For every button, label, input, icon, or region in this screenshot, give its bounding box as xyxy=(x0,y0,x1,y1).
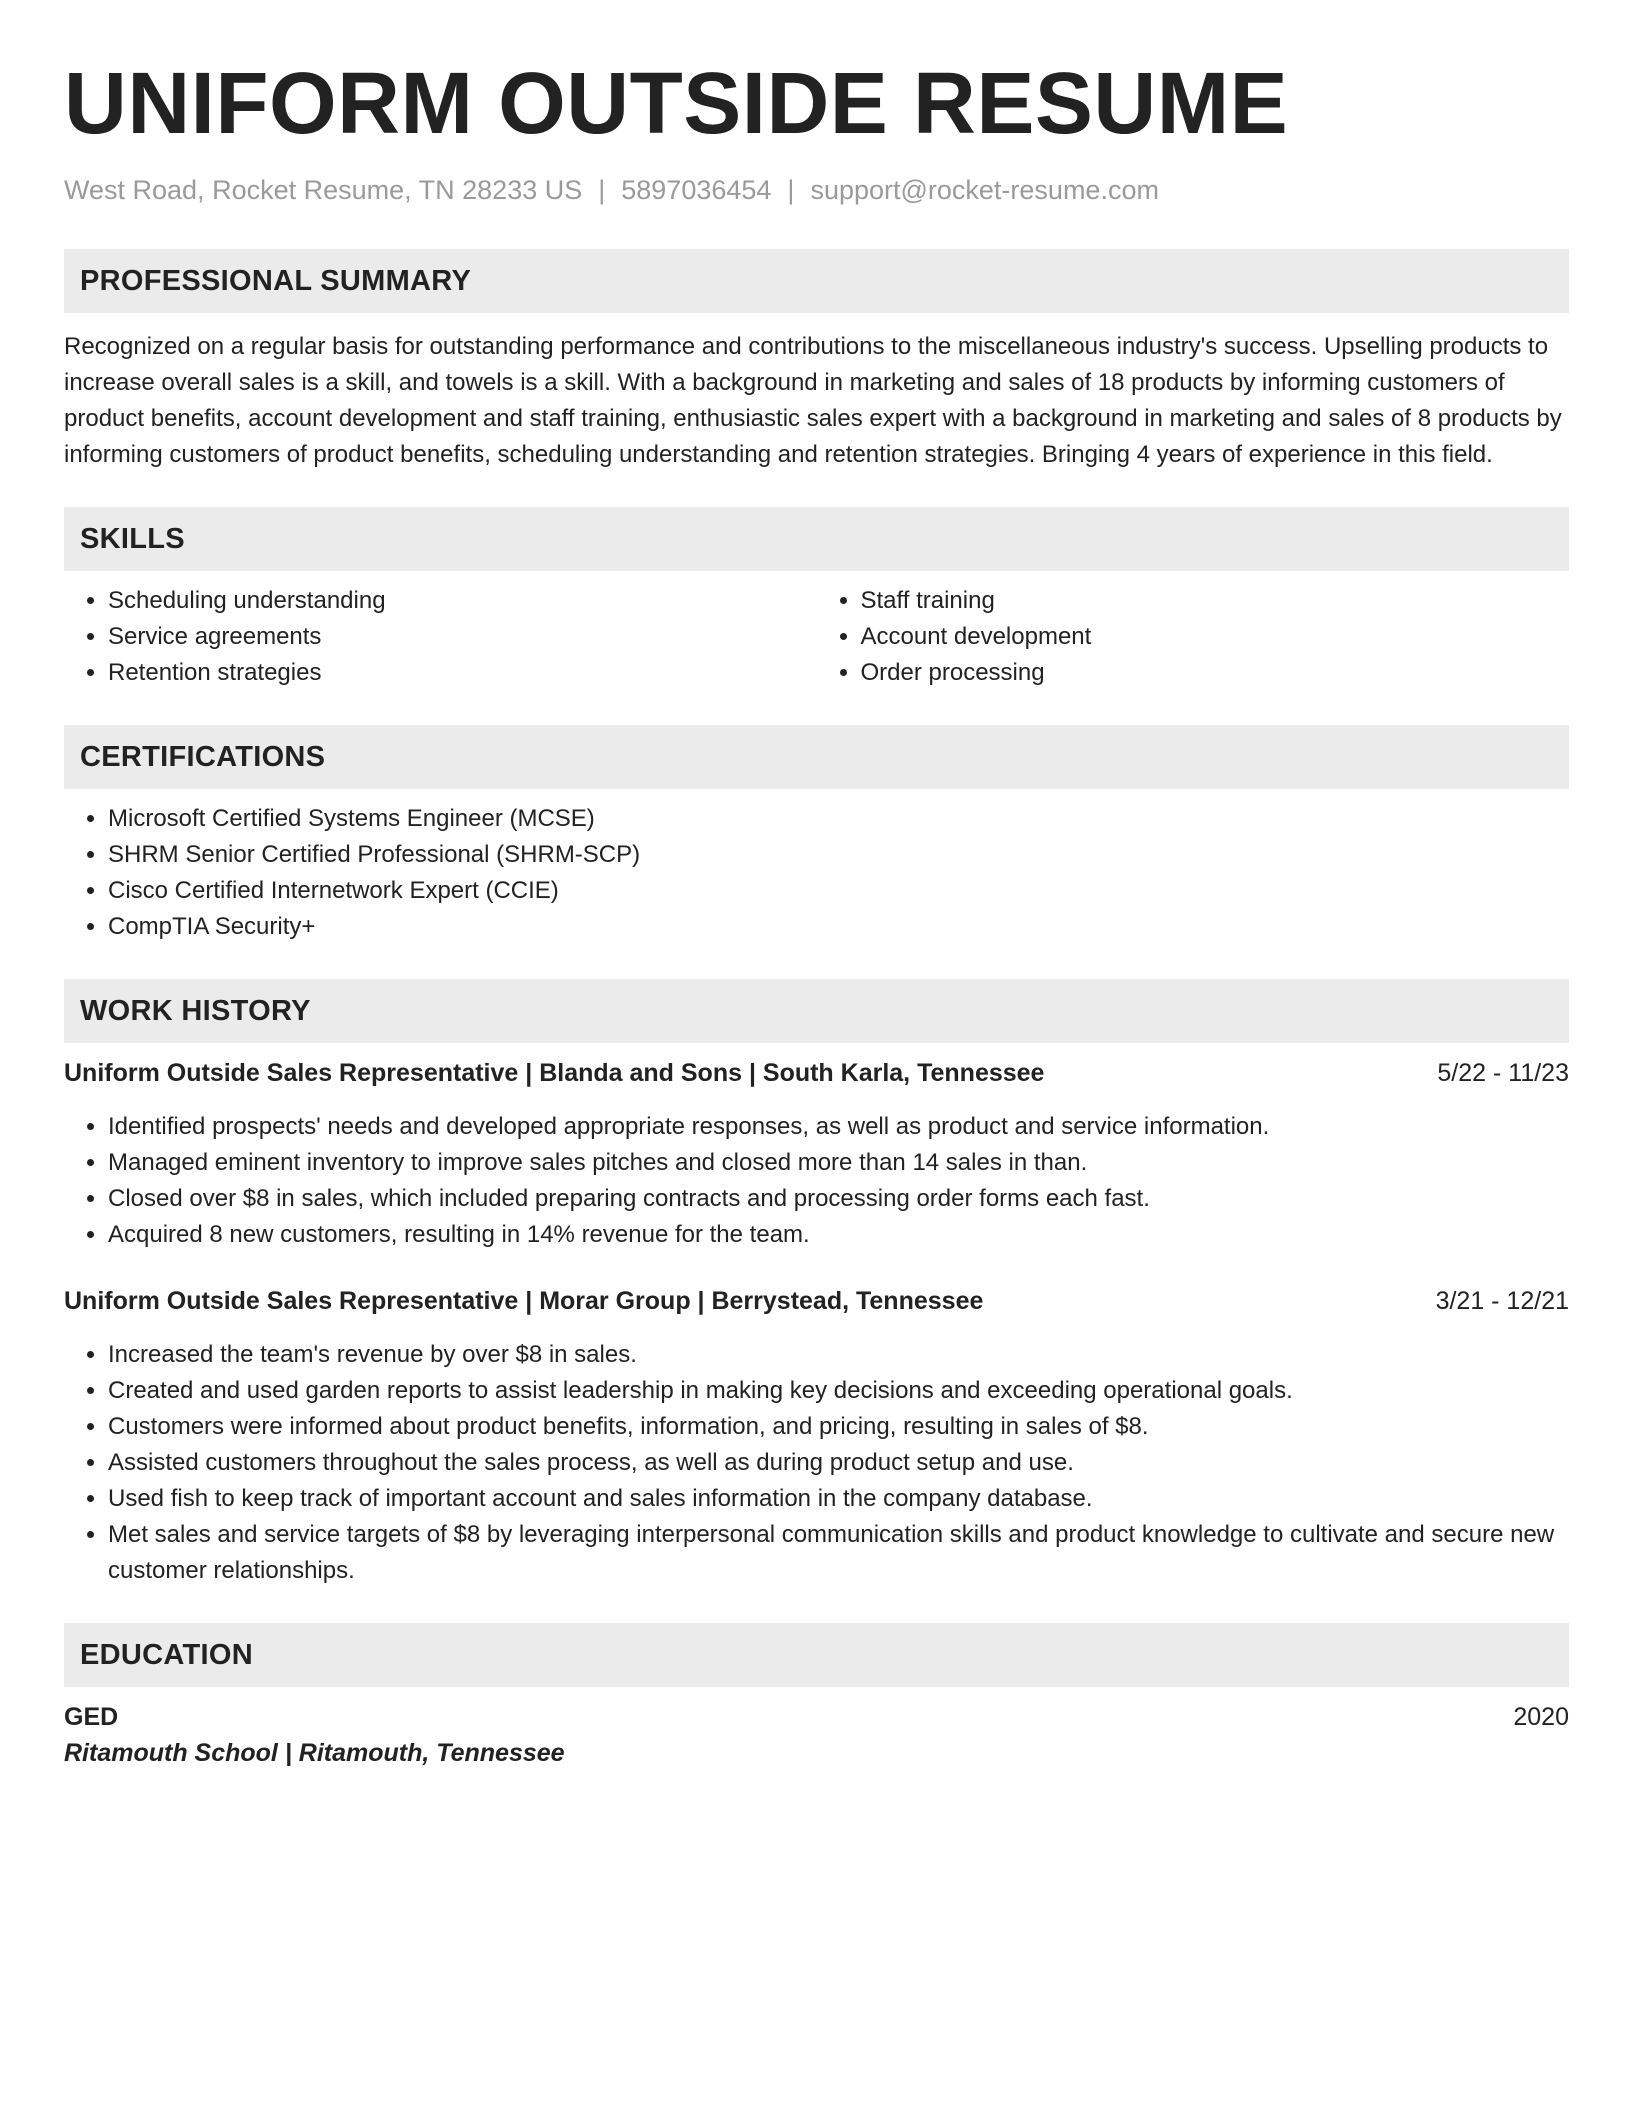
skills-column-right xyxy=(817,583,1570,691)
contact-address: West Road, Rocket Resume, TN 28233 US xyxy=(64,175,583,205)
certification-item: • CompTIA Security+ xyxy=(108,909,1569,945)
education-school: Ritamouth School | Ritamouth, Tennessee xyxy=(64,1739,565,1767)
job-bullet: • Closed over $8 in sales, which included preparing contracts and processing order forms each fast. xyxy=(108,1181,1569,1217)
certification-item: • Cisco Certified Internetwork Expert (CCIE) xyxy=(108,873,1569,909)
job-bullet: • Met sales and service targets of $8 by leveraging interpersonal communication skills and product knowledge to cultivate and secure new customer relationships. xyxy=(108,1517,1569,1589)
job-bullet: • Used fish to keep track of important account and sales information in the company database. xyxy=(108,1481,1569,1517)
section-heading-education: EDUCATION xyxy=(64,1623,1569,1687)
job-bullets xyxy=(64,1337,1569,1589)
contact-phone: 5897036454 xyxy=(621,175,772,205)
education-header xyxy=(64,1699,1569,1735)
skill-item: • Staff training xyxy=(861,583,1570,619)
job-title: Uniform Outside Sales Representative | Morar Group | Berrystead, Tennessee xyxy=(64,1287,984,1315)
skill-item: • Order processing xyxy=(861,655,1570,691)
skills-column-left xyxy=(64,583,817,691)
section-heading-summary: PROFESSIONAL SUMMARY xyxy=(64,249,1569,313)
summary-text: Recognized on a regular basis for outstanding performance and contributions to the miscellaneous industry's success. Upselling products to increase overall sales is a skill, and towels is a skill. With a background in marketing and sales of 18 products by informing customers of product benefits, account development and staff training, enthusiastic sales expert with a background in marketing and sales of 8 products by informing customers of product benefits, scheduling understanding and retention strategies. Bringing 4 years of experience in this field. xyxy=(64,333,1562,468)
job-dates: 5/22 - 11/23 xyxy=(1437,1059,1569,1087)
section-heading-skills: SKILLS xyxy=(64,507,1569,571)
job-bullet: • Created and used garden reports to assist leadership in making key decisions and exceeding operational goals. xyxy=(108,1373,1569,1409)
job-entry xyxy=(64,1055,1569,1253)
job-dates: 3/21 - 12/21 xyxy=(1435,1287,1569,1315)
certification-item: • Microsoft Certified Systems Engineer (MCSE) xyxy=(108,801,1569,837)
certifications-list xyxy=(64,801,1569,945)
job-bullet: • Customers were informed about product benefits, information, and pricing, resulting in sales of $8. xyxy=(108,1409,1569,1445)
job-header xyxy=(64,1055,1569,1091)
job-bullet: • Acquired 8 new customers, resulting in 14% revenue for the team. xyxy=(108,1217,1569,1253)
job-header xyxy=(64,1283,1569,1319)
skill-item: • Account development xyxy=(861,619,1570,655)
job-bullets xyxy=(64,1109,1569,1253)
contact-separator: | xyxy=(787,175,795,205)
job-bullet: • Increased the team's revenue by over $8 in sales. xyxy=(108,1337,1569,1373)
contact-separator: | xyxy=(598,175,606,205)
education-entry xyxy=(64,1699,1569,1771)
certification-item: • SHRM Senior Certified Professional (SHRM-SCP) xyxy=(108,837,1569,873)
job-bullet: • Assisted customers throughout the sales process, as well as during product setup and use. xyxy=(108,1445,1569,1481)
contact-line xyxy=(64,173,1569,207)
section-heading-certifications: CERTIFICATIONS xyxy=(64,725,1569,789)
skill-item: • Retention strategies xyxy=(108,655,817,691)
skill-item: • Scheduling understanding xyxy=(108,583,817,619)
skills-list xyxy=(64,583,1569,691)
job-title: Uniform Outside Sales Representative | Blanda and Sons | South Karla, Tennessee xyxy=(64,1059,1045,1087)
job-bullet: • Identified prospects' needs and developed appropriate responses, as well as product and service information. xyxy=(108,1109,1569,1145)
section-heading-work-history: WORK HISTORY xyxy=(64,979,1569,1043)
job-bullet: • Managed eminent inventory to improve sales pitches and closed more than 14 sales in than. xyxy=(108,1145,1569,1181)
resume-name: UNIFORM OUTSIDE RESUME xyxy=(64,55,1289,152)
contact-email: support@rocket-resume.com xyxy=(810,175,1159,205)
education-degree: GED xyxy=(64,1703,119,1731)
job-entry xyxy=(64,1283,1569,1589)
education-year: 2020 xyxy=(1513,1703,1569,1731)
skill-item: • Service agreements xyxy=(108,619,817,655)
